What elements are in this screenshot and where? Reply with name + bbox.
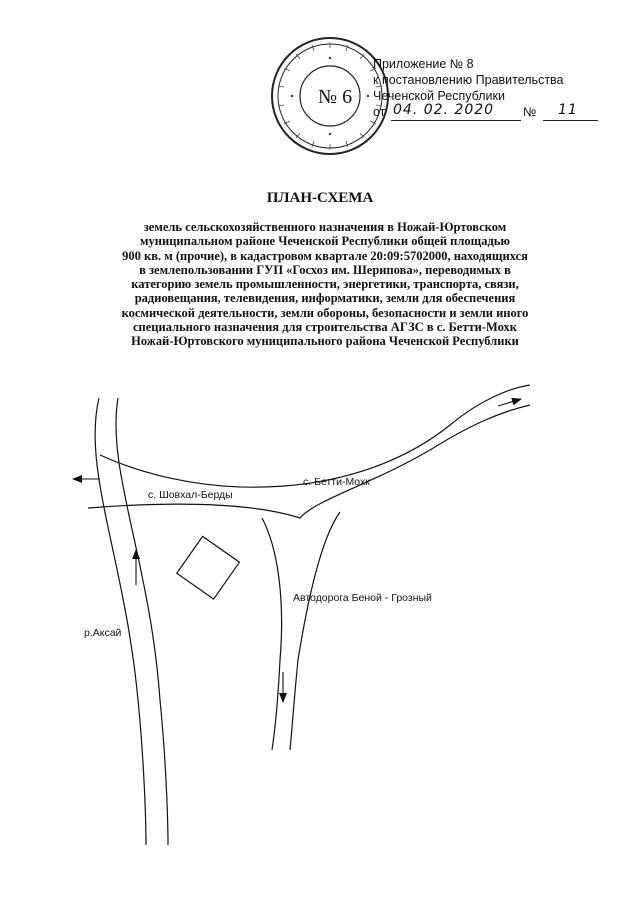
decree-number: 11 [558, 102, 578, 118]
road-upper-south [88, 405, 530, 518]
road-upper-north [100, 385, 530, 487]
appendix-line-2: к постановлению Правительства [373, 73, 564, 87]
label-road: Автодорога Беной - Грозный [293, 592, 432, 604]
decree-date: 04. 02. 2020 [393, 102, 495, 118]
description-line: категорию земель промышленности, энергетики, транспорта, связи, [131, 277, 519, 292]
description-line: Ножай-Юртовского муниципального района Чеченской Республики [131, 334, 519, 349]
road-branch-west [262, 518, 282, 750]
description-line: земель сельскохозяйственного назначения в Ножай-Юртовском [143, 220, 507, 234]
description-line: радиовещания, телевидения, информатики, земли для обеспечения [134, 291, 516, 306]
date-prefix: от [373, 105, 386, 119]
river-bank-left [95, 398, 146, 845]
description-line: муниципальном районе Чеченской Республики общей площадью [140, 234, 510, 249]
stamp-number: № 6 [318, 86, 353, 108]
road-branch-east [290, 512, 340, 750]
description-line: специального назначения для строительства АГЗС в с. Бетти-Мохк [133, 320, 517, 335]
appendix-line-1: Приложение № 8 [373, 57, 474, 71]
appendix-line-3: Чеченской Республики [373, 89, 505, 103]
description-line: 900 кв. м (прочие), в кадастровом квартале 20:09:5702000, находящихся [122, 248, 528, 263]
description-line: в землепользовании ГУП «Госхоз им. Шерипова», переводимых в [139, 262, 511, 277]
label-betti-mokhk: с. Бетти-Мохк [303, 476, 370, 488]
label-river: р.Аксай [84, 627, 122, 639]
label-shovkhal-berdy: с. Шовхал-Берды [148, 489, 233, 501]
description-line: космической деятельности, земли обороны, безопасности и земли иного [121, 305, 529, 320]
decree-number-label: № [523, 105, 537, 119]
land-plot [177, 536, 240, 599]
document-title: ПЛАН-СХЕМА [266, 190, 374, 206]
arrow-east [498, 399, 521, 406]
